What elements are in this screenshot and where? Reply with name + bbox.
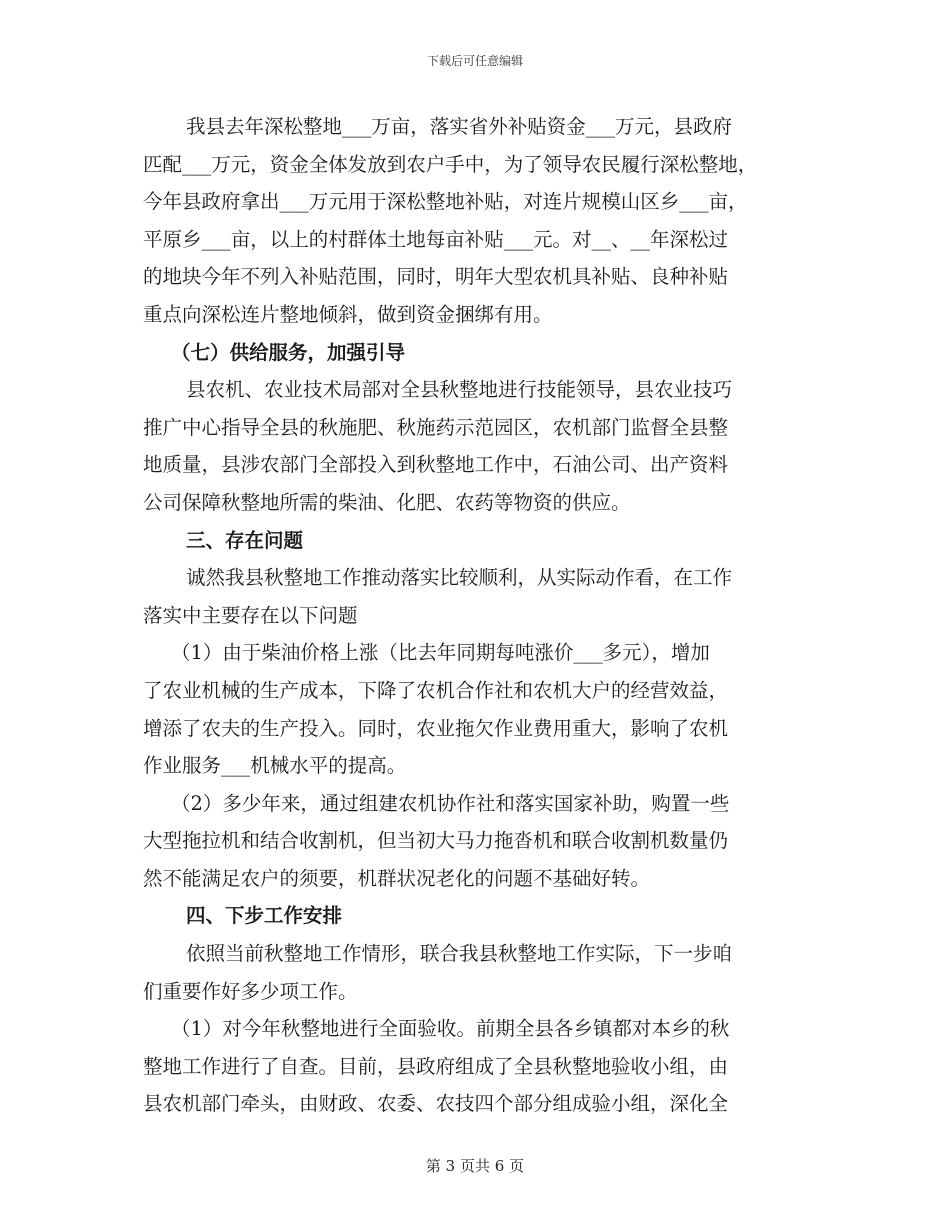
- paragraph-line: 推广中心指导全县的秋施肥、秋施药示范园区，农机部门监督全县整: [143, 415, 729, 439]
- paragraph-line: 县农机、农业技术局部对全县秋整地进行技能领导，县农业技巧: [186, 378, 733, 402]
- paragraph-line: 作业服务___机械水平的提高。: [143, 754, 407, 778]
- section-heading: （七）供给服务，加强引导: [171, 340, 406, 364]
- paragraph-line: 大型拖拉机和结合收割机，但当初大马力拖沓机和联合收割机数量仍: [143, 829, 729, 853]
- paragraph-line: 整地工作进行了自查。目前，县政府组成了全县秋整地验收小组，由: [143, 1054, 729, 1078]
- paragraph-line: 们重要作好多少项工作。: [143, 979, 358, 1003]
- paragraph-line: （2）多少年来，通过组建农机协作社和落实国家补助，购置一些: [171, 791, 730, 815]
- paragraph-line: 增添了农夫的生产投入。同时，农业拖欠作业费用重大，影响了农机: [143, 716, 729, 740]
- paragraph-line: （1）由于柴油价格上涨（比去年同期每吨涨价___多元），增加: [171, 641, 710, 665]
- paragraph-line: 落实中主要存在以下问题: [143, 603, 358, 627]
- paragraph-line: 匹配___万元，资金全体发放到农户手中，为了领导农民履行深松整地，: [143, 152, 758, 176]
- paragraph-line: 地质量，县涉农部门全部投入到秋整地工作中，石油公司、出产资料: [143, 453, 729, 477]
- paragraph-line: 了农业机械的生产成本，下降了农机合作社和农机大户的经营效益，: [143, 678, 729, 702]
- paragraph-line: 依照当前秋整地工作情形，联合我县秋整地工作实际，下一步咱: [186, 942, 733, 966]
- document-body: [143, 108, 815, 1123]
- paragraph-line: 平原乡___亩，以上的村群体土地每亩补贴___元。对__、__年深松过: [143, 227, 729, 251]
- page-footer: 第 3 页共 6 页: [425, 1157, 525, 1175]
- section-heading: 四、下步工作安排: [186, 904, 343, 928]
- paragraph-line: 的地块今年不列入补贴范围，同时，明年大型农机具补贴、良种补贴: [143, 265, 729, 289]
- paragraph-line: 然不能满足农户的须要，机群状况老化的问题不基础好转。: [143, 866, 651, 890]
- paragraph-line: 今年县政府拿出___万元用于深松整地补贴，对连片规模山区乡___亩，: [143, 190, 748, 214]
- page-header: 下载后可任意编辑: [426, 54, 523, 68]
- paragraph-line: 县农机部门牵头，由财政、农委、农技四个部分组成验小组，深化全: [143, 1092, 729, 1116]
- paragraph-line: 诚然我县秋整地工作推动落实比较顺利，从实际动作看，在工作: [186, 566, 733, 590]
- paragraph-line: 重点向深松连片整地倾斜，做到资金捆绑有用。: [143, 302, 553, 326]
- paragraph-line: 我县去年深松整地___万亩，落实省外补贴资金___万元，县政府: [186, 115, 733, 138]
- section-heading: 三、存在问题: [186, 528, 304, 552]
- paragraph-line: 公司保障秋整地所需的柴油、化肥、农药等物资的供应。: [143, 490, 631, 514]
- paragraph-line: （1）对今年秋整地进行全面验收。前期全县各乡镇都对本乡的秋: [171, 1017, 730, 1041]
